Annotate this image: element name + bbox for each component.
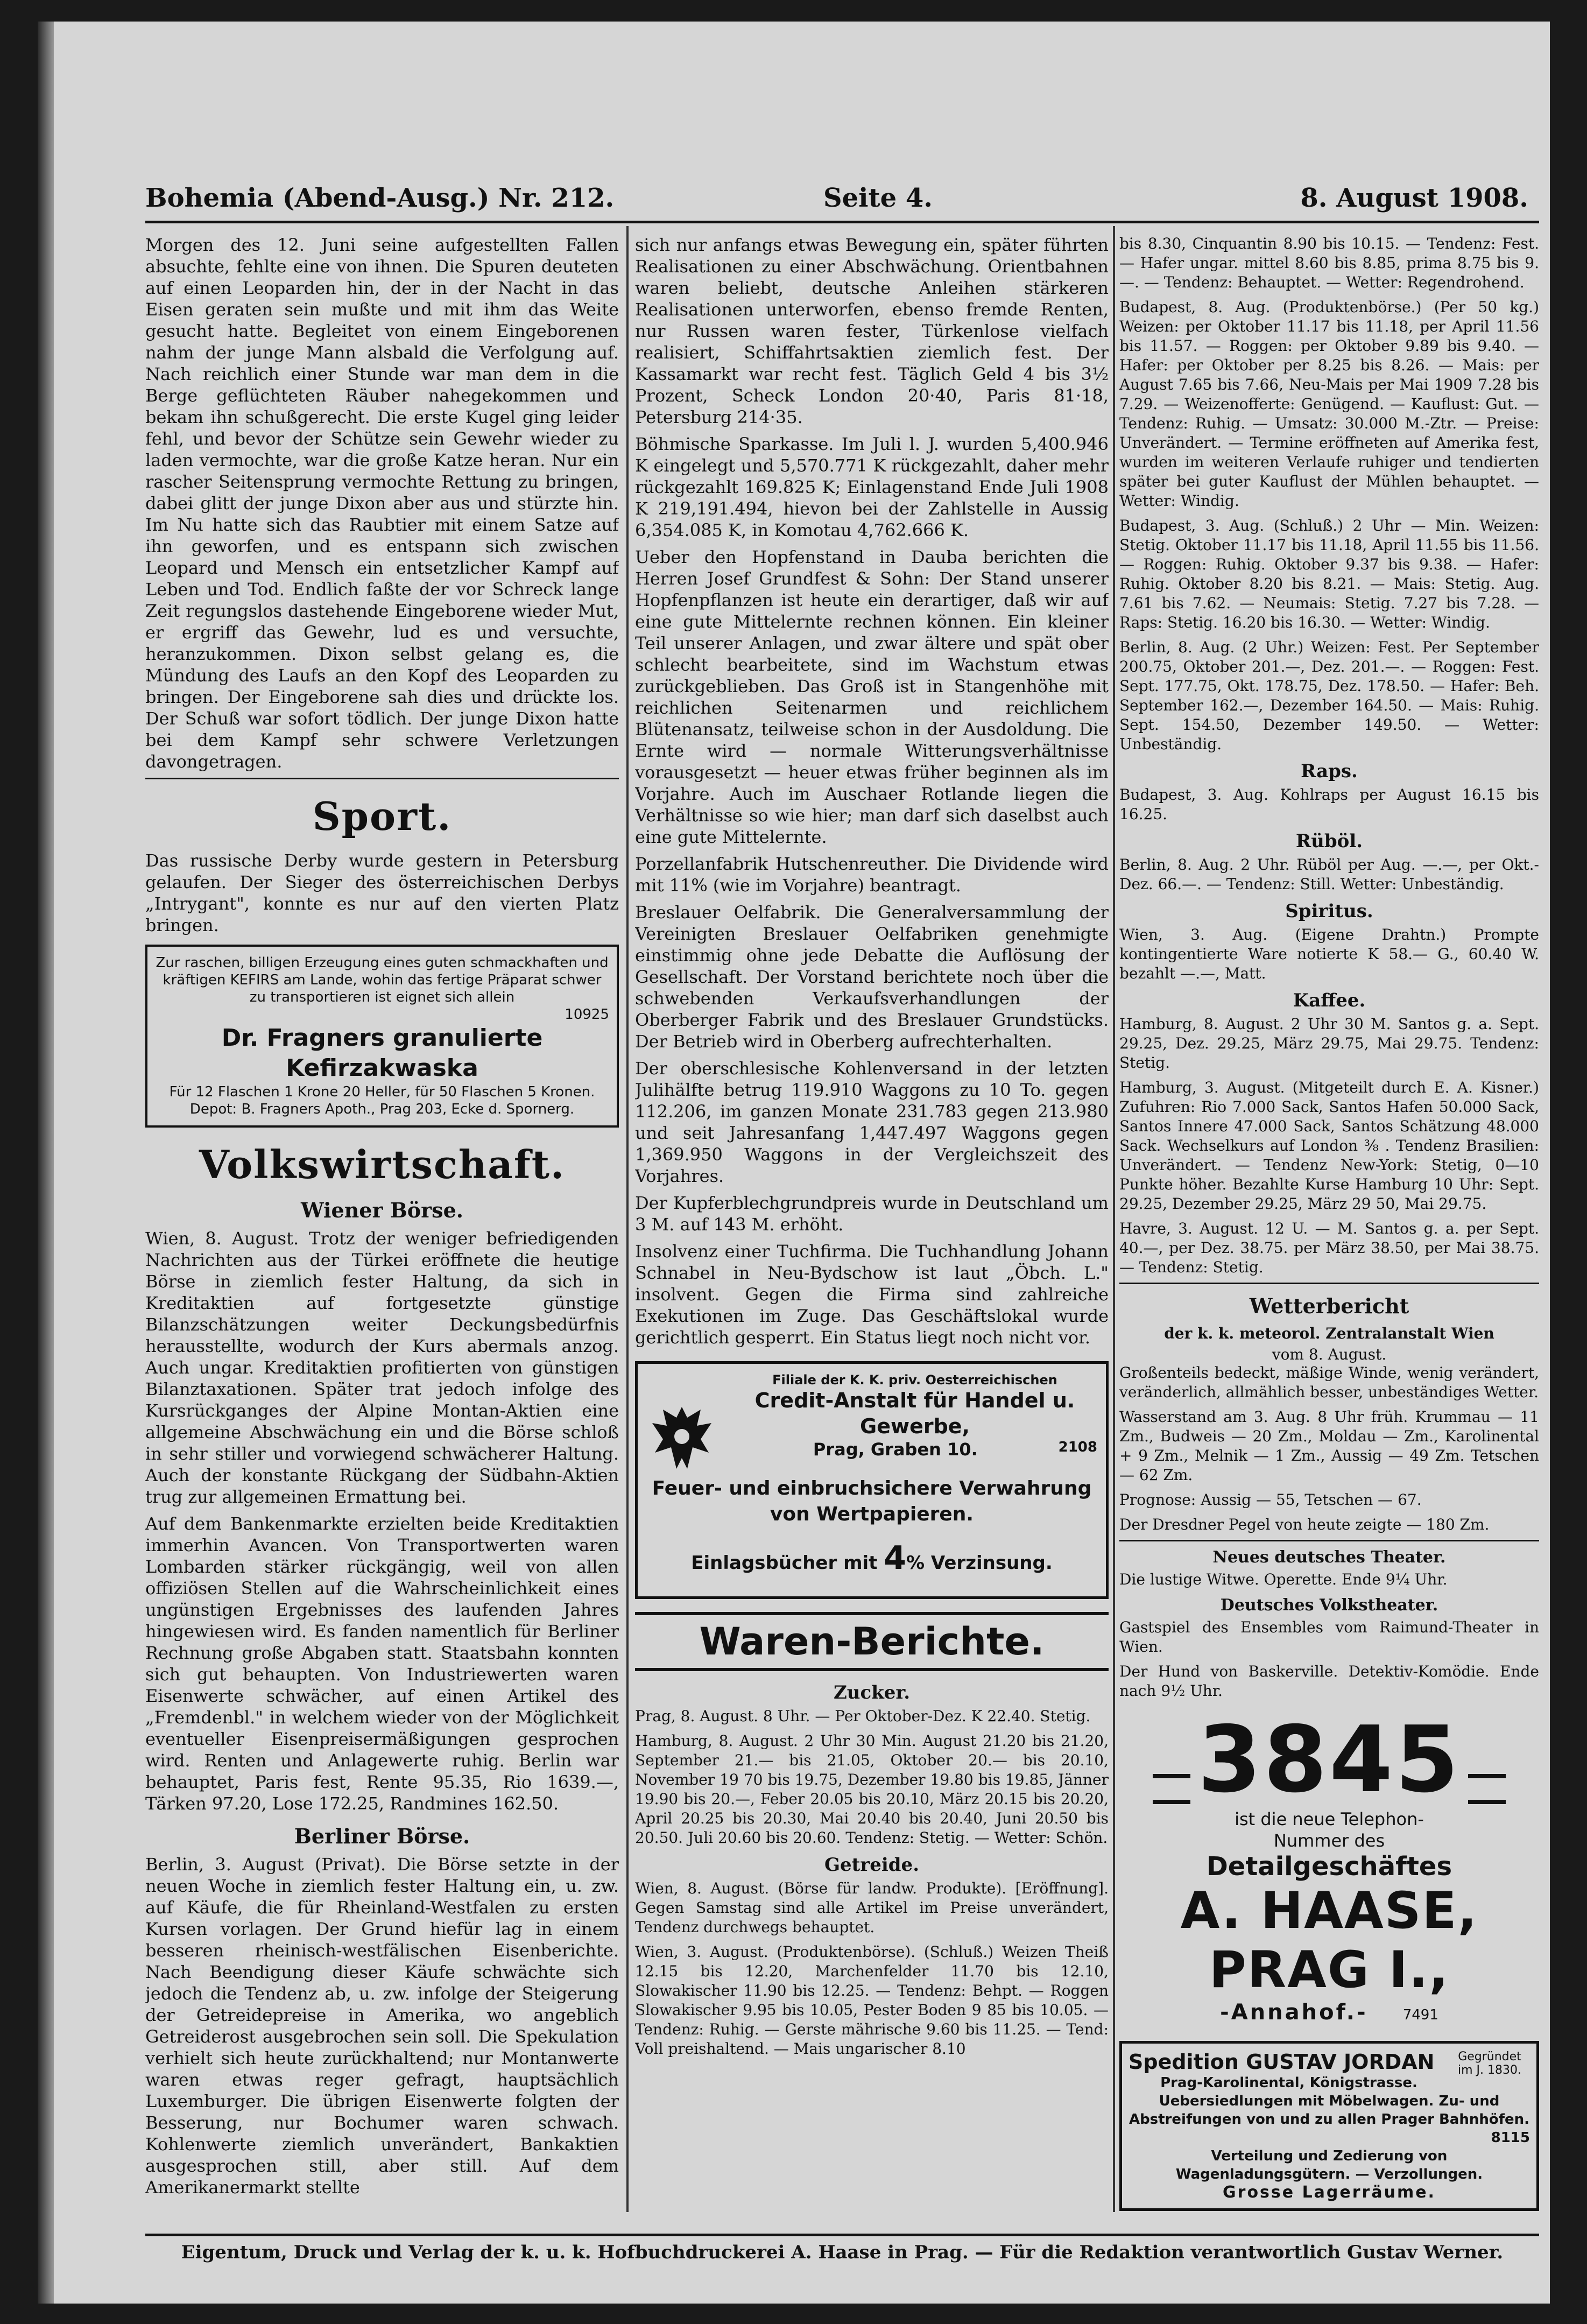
ad-text: Detailgeschäftes (1206, 1851, 1452, 1882)
decorative-bars (1153, 1774, 1190, 1804)
ad-code: 8115 (1491, 2130, 1530, 2146)
ad-code: 7491 (1402, 2007, 1438, 2023)
ad-text: Verteilung und Zedierung von Wagenladungsgütern. — Verzollungen. (1175, 2148, 1483, 2182)
ad-headline-row (1128, 2050, 1530, 2077)
ad-address-row (1119, 2000, 1539, 2025)
ad-text: Nummer des (1273, 1830, 1385, 1851)
forecast-text: Prognose: Aussig — 55, Tetschen — 67. (1119, 1491, 1422, 1509)
masthead-title: Bohemia (Abend-Ausg.) Nr. 212. (145, 183, 615, 213)
pegel-text: Der Dresdner Pegel von heute zeigte — 180 Zm. (1119, 1516, 1490, 1533)
theater-text: Die lustige Witwe. Operette. Ende 9¼ Uhr. (1119, 1571, 1448, 1588)
article-text: Wien, 8. August. Trotz der weniger befriedigenden Nachrichten aus der Türkei eröffnete die heutige Börse in ziemlich fester Haltung, da sich in Kreditaktien auf fortgesetzte günstige Bilanzschätzungen weiter Deckungsbedürfnis herausstellte, wodurch der Kurs abermals anzog. Auch ungar. Kreditaktien profitierten von günstigen Bilanztaxationen. Später trat jedoch infolge des Kursrückganges der Alpine Montan-Aktien eine allgemeine Abschwächung ein und die Börse schloß in sehr stiller und vorwiegend schwächerer Haltung. Auch der konstante Rückgang der Südbahn-Aktien trug zur allgemeinen Ermattung bei. (145, 1228, 619, 1507)
kefir-advertisement (145, 945, 619, 1128)
subsection-title: Berliner Börse. (294, 1824, 470, 1848)
ad-text: Zur raschen, billigen Erzeugung eines guten schmackhaften und kräftigen KEFIRS am Lande, wohin das fertige Präparat schwer zu transportieren ist eignet sich allein (156, 955, 609, 1005)
ad-headline: Dr. Fragners granulierte Kefirzakwaska (221, 1024, 543, 1082)
telephone-advertisement (1119, 1707, 1539, 2025)
phone-number-row (1119, 1707, 1539, 1813)
ad-headline: Credit-Anstalt für Handel u. Gewerbe, (754, 1389, 1075, 1438)
theater-text: Der Hund von Baskerville. Detektiv-Komödie. Ende nach 9½ Uhr. (1119, 1663, 1539, 1700)
weather-subtitle: der k. k. meteorol. Zentralanstalt Wien (1164, 1325, 1494, 1342)
market-report: Budapest, 3. Aug. (Schluß.) 2 Uhr — Min. Weizen: Stetig. Oktober 11.17 bis 11.18, April 11.55 bis 11.56. — Roggen: Ruhig. Oktober 9.37 bis 9.38. — Hafer: Ruhig. Oktober 8.20 bis 8.21. — Mais: Stetig. Aug. 7.61 bis 7.62. — Neumais: Stetig. 7.27 bis 7.28. — Raps: Stetig. 16.20 bis 16.30. — Wetter: Windig. (1119, 517, 1539, 631)
column-1 (145, 234, 619, 2226)
market-report: Hamburg, 8. August. 2 Uhr 30 M. Santos g. a. Sept. 29.25, Dez. 29.25, März 29.75, Mai 29.75. Tendenz: Stetig. (1119, 1015, 1539, 1072)
ad-text: Uebersiedlungen mit Möbelwagen. Zu- und Abstreifungen von und zu allen Prager Bahnhöfen. (1128, 2093, 1530, 2128)
market-report: Hamburg, 8. August. 2 Uhr 30 Min. August 21.20 bis 21.20, September 21.— bis 21.05, Oktober 20.— bis 20.10, November 19 70 bis 19.75, Dezember 19.80 bis 19.85, Jänner 19.90 bis 20.—, Feber 20.05 bis 20.10, März 20.15 bis 20.20, April 20.25 bis 20.30, Mai 20.40 bis 20.40, Juni 20.50 bis 20.50. Juli 20.60 bis 20.60. Tendenz: Stetig. — Wetter: Schön. (635, 1732, 1109, 1847)
ad-text: Grosse Lagerräume. (1223, 2183, 1436, 2202)
subsection-title: Zucker. (833, 1682, 911, 1703)
divider (1119, 1283, 1539, 1284)
phone-number: 3845 (1197, 1707, 1461, 1813)
page-number: Seite 4. (823, 183, 933, 213)
section-title-waren: Waren-Berichte. (635, 1612, 1109, 1671)
subsection-title: Kaffee. (1293, 990, 1366, 1011)
market-report: Havre, 3. August. 12 U. — M. Santos g. a. per Sept. 40.—, per Dez. 38.75. per März 38.50, per Mai 38.75. — Tendenz: Stetig. (1119, 1220, 1539, 1276)
divider (145, 778, 619, 779)
ad-text: ist die neue Telephon- (1235, 1809, 1424, 1829)
issue-date: 8. August 1908. (1300, 183, 1528, 213)
ad-interest (646, 1539, 1097, 1577)
ad-text: Filiale der K. K. priv. Oesterreichischen (772, 1372, 1057, 1388)
market-report: Berlin, 8. Aug. 2 Uhr. Rüböl per Aug. —.—, per Okt.-Dez. 66.—. — Tendenz: Still. Wetter: Unbeständig. (1119, 856, 1539, 893)
water-level-text: Wasserstand am 3. Aug. 8 Uhr früh. Krummau — 11 Zm., Budweis — 20 Zm., Moldau — Zm., Karolinental + 9 Zm., Melnik — 1 Zm., Aussig — 49 Zm. Tetschen — 62 Zm. (1119, 1408, 1539, 1484)
subsection-title: Rüböl. (1295, 830, 1363, 852)
double-eagle-icon (650, 1402, 714, 1477)
ad-address: -Annahof.- (1220, 2000, 1368, 2025)
weather-text: Großenteils bedeckt, mäßige Winde, wenig verändert, veränderlich, allmählich besser, unbeständiges Wetter. (1119, 1364, 1539, 1401)
ad-code: 2108 (1058, 1439, 1097, 1455)
article-text: Ueber den Hopfenstand in Dauba berichten die Herren Josef Grundfest & Sohn: Der Stand unserer Hopfenpflanzen ist heute ein derartiger, daß wir auf eine gute Mittelernte rechnen können. Ein kleiner Teil unserer Anlagen, und zwar ältere und spät ober schlecht bearbeitete, sind im Wachstum etwas zurückgeblieben. Das Groß ist in Stangenhöhe mit reichlichen Seitenarmen und reichlichem Blütenansatz, teilweise schon in der Ausdoldung. Die Ernte wird — normale Witterungsverhältnisse vorausgesetzt — heuer etwas früher beginnen als im Vorjahre. Auch im Auschaer Rotlande liegen die Verhältnisse so wie hier; man darf sich daselbst auch eine gute Mittelernte. (635, 547, 1109, 847)
ad-text: % Verzinsung. (906, 1552, 1053, 1574)
credit-anstalt-advertisement (635, 1361, 1109, 1599)
ad-founded: Gegründet im J. 1830. (1458, 2050, 1521, 2077)
decorative-bars (1468, 1774, 1506, 1804)
section-title-sport: Sport. (312, 793, 452, 839)
market-report: Budapest, 3. Aug. Kohlraps per August 16.15 bis 16.25. (1119, 786, 1539, 823)
ad-text: Für 12 Flaschen 1 Krone 20 Heller, für 50 Flaschen 5 Kronen. (169, 1084, 595, 1100)
interest-rate: 4 (884, 1539, 907, 1577)
section-title-volkswirtschaft: Volkswirtschaft. (199, 1142, 566, 1187)
article-text: Böhmische Sparkasse. Im Juli l. J. wurden 5,400.946 K eingelegt und 5,570.771 K rückgezahlt, daher mehr rückgezahlt 169.825 K; Einlagenstand Ende Juli 1908 K 219,191.494, hievon bei der Zahlstelle in Aussig 6,354.085 K, in Komotau 4,762.666 K. (635, 434, 1109, 540)
article-text: sich nur anfangs etwas Bewegung ein, später führten Realisationen zu einer Abschwächung. Orientbahnen waren beliebt, deutsche Anleihen stärkeren Realisationen unterworfen, ebenso fremde Renten, nur Russen waren fester, Türkenlose vielfach realisiert, Schiffahrtsaktien ziemlich fest. Der Kassamarkt war recht fest. Täglich Geld 4 bis 3½ Prozent, Scheck London 20·40, Paris 81·18, Petersburg 214·35. (635, 235, 1109, 427)
subsection-title: Raps. (1301, 760, 1358, 782)
ad-headline: Spedition GUSTAV JORDAN (1128, 2050, 1435, 2074)
ad-text (646, 1476, 1097, 1527)
article-text: Breslauer Oelfabrik. Die Generalversammlung der Vereinigten Breslauer Oelfabriken genehmigte einstimmig ohne jede Debatte die Auflösung der Gesellschaft. Der Vorstand berichtete noch über die schwebenden Verkaufsverhandlungen der Oberberger Fabrik und des Breslauer Grundstücks. Der Betrieb wird in Oberberg aufrechterhalten. (635, 902, 1109, 1052)
column-3 (1119, 234, 1539, 2226)
article-text: Das russische Derby wurde gestern in Petersburg gelaufen. Der Sieger des österreichischen Derbys „Intrygant", konnte es nur auf den vierten Platz bringen. (145, 850, 619, 935)
imprint-footer: Eigentum, Druck und Verlag der k. u. k. Hofbuchdruckerei A. Haase in Prag. — Für die Redaktion verantwortlich Gustav Werner. (145, 2234, 1539, 2274)
article-text: Der oberschlesische Kohlenversand in der letzten Julihälfte betrug 119.910 Waggons zu 10 To. gegen 112.206, im ganzen Monate 231.783 gegen 213.980 und seit Jahresanfang 1,447.497 Waggons gegen 1,369.950 Waggons in der Vergleichszeit des Vorjahres. (635, 1058, 1109, 1186)
ad-address-text: Prag, Graben 10. (813, 1439, 978, 1460)
market-report: Prag, 8. August. 8 Uhr. — Per Oktober-Dez. K 22.40. Stetig. (635, 1707, 1091, 1725)
article-text: Insolvenz einer Tuchfirma. Die Tuchhandlung Johann Schnabel in Neu-Bydschow ist laut „Öbch. L." insolvent. Gegen die Firma sind zahlreiche Exekutionen im Zuge. Das Geschäftslokal wurde gerichtlich gesperrt. Ein Status liegt noch nicht vor. (635, 1241, 1109, 1348)
ad-text: Einlagsbücher mit (691, 1552, 878, 1574)
market-report: Berlin, 8. Aug. (2 Uhr.) Weizen: Fest. Per September 200.75, Oktober 201.—, Dez. 201.—. — Roggen: Fest. Sept. 177.75, Okt. 178.75, Dez. 178.50. — Hafer: Beh. September 162.—, Dezember 164.50. — Mais: Ruhig. Sept. 154.50, Dezember 149.50. — Wetter: Unbeständig. (1119, 638, 1539, 753)
weather-date: vom 8. August. (1272, 1346, 1387, 1363)
weather-title: Wetterbericht (1249, 1294, 1409, 1318)
column-rule (1113, 226, 1115, 2212)
market-report: Wien, 8. August. (Börse für landw. Produkte). [Eröffnung]. Gegen Samstag sind alle Artikel im Preise unverändert, Tendenz durchwegs behauptet. (635, 1879, 1109, 1936)
theater-text: Gastspiel des Ensembles vom Raimund-Theater in Wien. (1119, 1618, 1539, 1656)
market-report: Wien, 3. Aug. (Eigene Drahtn.) Prompte kontingentierte Ware notierte K 58.— G., 60.40 W. bezahlt —.—, Matt. (1119, 926, 1539, 982)
ad-headline: A. HAASE, PRAG I., (1180, 1882, 1478, 1999)
subsection-title: Getreide. (824, 1854, 920, 1876)
article-text: Morgen des 12. Juni seine aufgestellten Fallen absuchte, fehlte eine von ihnen. Die Spuren deuteten auf einen Leoparden hin, der in der Nacht in das Eisen geraten sein mußte und mit ihm das Weite gesucht hatte. Begleitet von einem Eingeborenen nahm der junge Mann alsbald die Verfolgung auf. Nach reichlich einer Stunde war man dem in die Berge geflüchteten Räuber nahegekommen und bekam ihn schußgerecht. Die erste Kugel ging leider fehl, und bevor der Schütze sein Gewehr wieder zu laden vermochte, war die große Katze heran. Nur ein rascher Seitensprung vermochte Rettung zu bringen, dabei glitt der junge Dixon aber aus und stürzte hin. Im Nu hatte sich das Raubtier mit einem Satze auf ihn geworfen, und es entspann sich zwischen Leopard und Mensch ein entsetzlicher Kampf auf Leben und Tod. Endlich faßte der vor Schreck lange Zeit regungslos dastehende Eingeborene wieder Mut, er ergriff das Gewehr, lud es und versuchte, heranzukommen. Dixon selbst gelang es, die Mündung des Laufs an den Kopf des Leoparden zu bringen. Der Eingeborene sah dies und drückte los. Der Schuß war sofort tödlich. Der junge Dixon hatte bei dem Kampf sehr schwere Verletzungen davongetragen. (145, 235, 619, 772)
ad-code: 10925 (565, 1006, 609, 1023)
subsection-title: Spiritus. (1285, 900, 1373, 922)
ad-text: Prag-Karolinental, Königstrasse. (1160, 2075, 1417, 2091)
column-rule (626, 226, 629, 2212)
article-text: Berlin, 3. August (Privat). Die Börse setzte in der neuen Woche in ziemlich fester Haltung ein, u. zw. auf Käufe, die für Rheinland-Westfalen zu ersten Kursen vorlagen. Der Grund hiefür lag in einem besseren rheinisch-westfälischen Eisenberichte. Nach Beendigung dieser Käufe schwächte sich jedoch die Tendenz ab, u. zw. infolge der Steigerung der Getreidepreise in Amerika, wo angeblich Getreiderost ausgebrochen sein soll. Die Spekulation verhielt sich heute zurückhaltend; nur Montanwerte waren etwas reger gefragt, hauptsächlich Luxemburger. Die übrigen Eisenwerte folgten der Besserung, nur Bochumer waren schwach. Kohlenwerte ziemlich unverändert, Bankaktien ausgesprochen still, aber still. Auf dem Amerikanermarkt stellte (145, 1854, 619, 2198)
ad-text: Depot: B. Fragners Apoth., Prag 203, Ecke d. Spornerg. (189, 1101, 575, 1117)
subsection-title: Wiener Börse. (301, 1198, 463, 1222)
market-report: Budapest, 8. Aug. (Produktenbörse.) (Per 50 kg.) Weizen: per Oktober 11.17 bis 11.18, per April 11.56 bis 11.57. — Roggen: per Oktober 9.89 bis 9.40. — Hafer: per Oktober per 8.25 bis 8.26. — Mais: per August 7.65 bis 7.66, Neu-Mais per Mai 1909 7.28 bis 7.29. — Weizenofferte: Genügend. — Kauflust: Gut. — Tendenz: Ruhig. — Umsatz: 30.000 M.-Ztr. — Preise: Unverändert. — Termine eröffneten auf Amerika fest, wurden im weiteren Verlaufe ruhiger und tendierten später bei guter Kauflust der Mühlen behauptet. — Wetter: Windig. (1119, 298, 1539, 510)
ad-text-line: Feuer- und einbruchsichere Verwahrung (652, 1477, 1092, 1499)
theater-title: Deutsches Volkstheater. (1220, 1596, 1438, 1615)
article-text: Auf dem Bankenmarkte erzielten beide Kreditaktien immerhin Avancen. Von Transportwerten waren Lombarden stärker rückgängig, weil von allen offiziösen Stellen auf die Wahrscheinlichkeit eines ungünstigen Ergebnisses des laufenden Jahres hingewiesen wird. Es fanden namentlich für Berliner Rechnung große Abgaben statt. Staatsbahn konnten sich gut behaupten. Von Industriewerten waren Eisenwerte schwächer, auf einen Artikel des „Fremdenbl." in welchem wieder von der Möglichkeit eventueller Eisenpreisermäßigungen gesprochen wird. Renten und Anlagewerte ruhig. Berlin war behauptet, Paris fest, Rente 95.35, Rio 1639.—, Tärken 97.20, Lose 172.25, Randmines 162.50. (145, 1513, 619, 1814)
newspaper-page (38, 22, 1550, 2304)
column-2 (635, 234, 1109, 2226)
theater-title: Neues deutsches Theater. (1212, 1548, 1446, 1567)
market-report: Hamburg, 3. August. (Mitgeteilt durch E. A. Kisner.) Zufuhren: Rio 7.000 Sack, Santos Hafen 50.000 Sack, Santos Innere 47.000 Sack, Santos Schätzung 48.000 Sack. Wechselkurs auf London ⅜ . Tendenz Brasilien: Unverändert. — Tendenz New-York: Stetig, 0—10 Punkte höher. Bezahlte Kurse Hamburg 10 Uhr: Sept. 29.25, Dezember 29.25, März 29 50, Mai 29.75. (1119, 1079, 1539, 1213)
market-report: Wien, 3. August. (Produktenbörse). (Schluß.) Weizen Theiß 12.15 bis 12.20, Marchenfelder 11.70 bis 12.10, Slowakischer 11.90 bis 12.25. — Tendenz: Behpt. — Roggen Slowakischer 9.95 bis 10.05, Pester Boden 9 85 bis 10.05. — Tendenz: Ruhig. — Gerste mährische 9.60 bis 11.25. — Tend: Voll preishaltend. — Mais ungarischer 8.10 (635, 1943, 1109, 2058)
article-text: Der Kupferblechgrundpreis wurde in Deutschland um 3 M. auf 143 M. erhöht. (635, 1193, 1109, 1235)
ad-text-line: von Wertpapieren. (770, 1503, 974, 1525)
ad-address (732, 1439, 1097, 1460)
market-report: bis 8.30, Cinquantin 8.90 bis 10.15. — Tendenz: Fest. — Hafer ungar. mittel 8.60 bis 8.85, prima 8.75 bis 9.—. — Tendenz: Behauptet. — Wetter: Regendrohend. (1119, 235, 1539, 291)
divider (1119, 1540, 1539, 1541)
article-text: Porzellanfabrik Hutschenreuther. Die Dividende wird mit 11% (wie im Vorjahre) beantragt. (635, 854, 1109, 896)
page-header (145, 183, 1539, 223)
spedition-advertisement (1119, 2041, 1539, 2211)
